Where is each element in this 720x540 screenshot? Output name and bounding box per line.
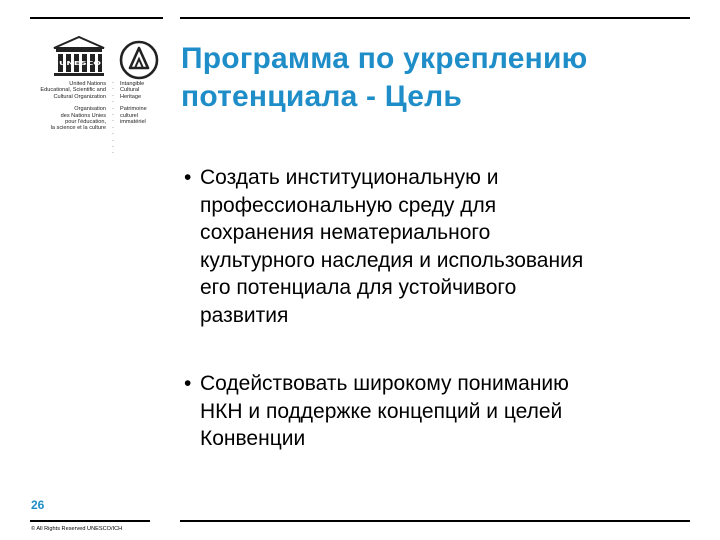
bullet-text: Создать институциональную и профессиональную среду для сохранения нематериального культурного наследия и использования его потенциала для устойчивого развития — [200, 166, 584, 327]
unesco-temple-logo — [52, 36, 106, 78]
seal-letters: UNESCO — [59, 61, 101, 67]
bullet-marker: • — [184, 372, 192, 395]
ich-emblem-icon — [118, 40, 160, 80]
title-line-2: потенциала - Цель — [181, 80, 463, 113]
top-right-rule — [180, 17, 690, 19]
slide-title — [181, 40, 701, 116]
dotted-separator: · · · · · · · · · · · · — [112, 80, 114, 157]
logo-block — [38, 36, 173, 157]
bullet-text: Содействовать широкому пониманию НКН и поддержке концепций и целей Конвенции — [200, 372, 569, 450]
unesco-org-name: United Nations Educational, Scientific and Cultural Organization Organisation des Nations Unies pour l'éducation, la science et la culture — [40, 81, 106, 132]
copyright-notice: © All Rights Reserved UNESCO/ICH — [31, 526, 123, 532]
ich-label: Intangible Cultural Heritage Patrimoine culturel immatériel — [120, 81, 147, 126]
page-number: 26 — [31, 498, 45, 512]
top-left-rule — [30, 17, 163, 19]
bottom-right-rule — [180, 520, 690, 522]
bullet-marker: • — [184, 166, 192, 189]
title-line-1: Программа по укреплению — [181, 42, 588, 75]
bottom-left-rule — [30, 520, 150, 522]
